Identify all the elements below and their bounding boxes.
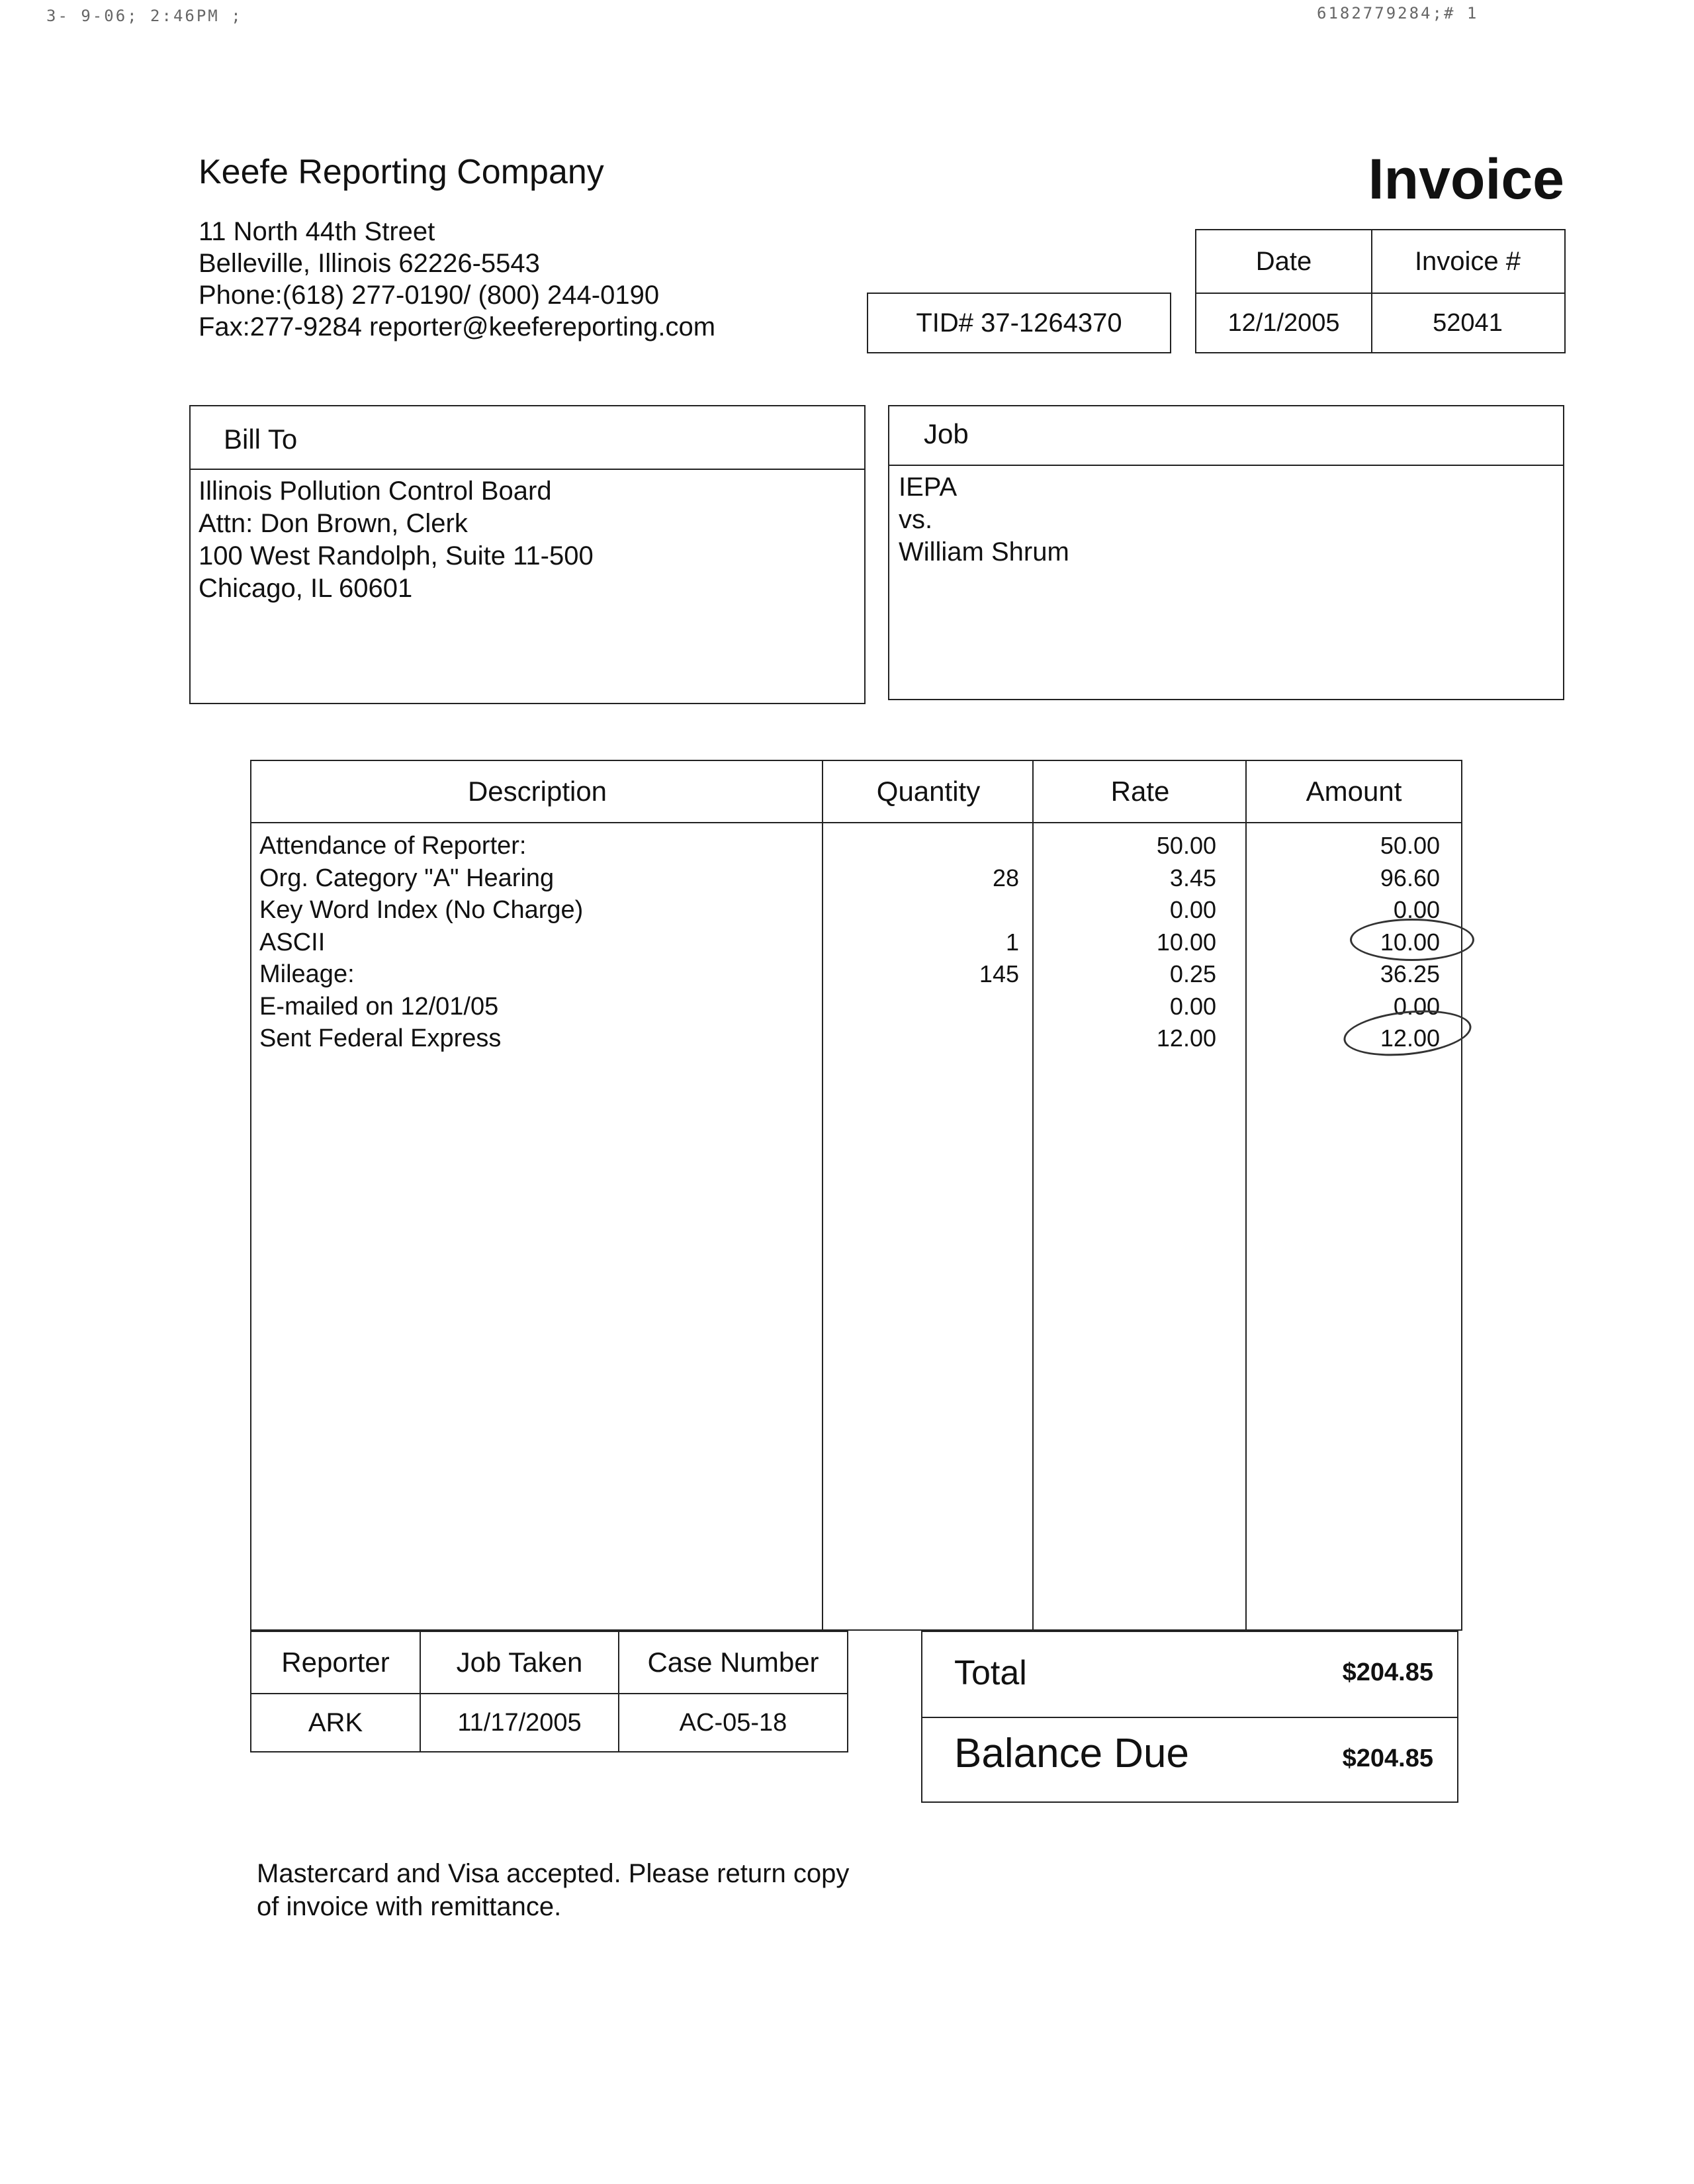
invoice-number: 52041 (1433, 308, 1503, 337)
bill-to-line: Attn: Don Brown, Clerk (199, 509, 468, 538)
item-quantity: 28 (992, 864, 1019, 891)
company-address-line2: Belleville, Illinois 62226-5543 (199, 249, 540, 278)
item-quantity (823, 991, 1019, 1023)
company-name: Keefe Reporting Company (199, 153, 604, 191)
handwritten-circle-mark (1350, 919, 1474, 961)
total-amount: $204.85 (1342, 1659, 1433, 1686)
item-amount: 50.00 (1380, 832, 1440, 859)
company-fax-email: Fax:277-9284 reporter@keefereporting.com (199, 312, 716, 341)
quantity-column (823, 830, 1019, 1055)
description-header: Description (251, 761, 823, 823)
item-description: Org. Category "A" Hearing (259, 864, 555, 892)
reporter-value: ARK (251, 1694, 421, 1751)
item-amount: 12.00 (1380, 1024, 1440, 1052)
bill-to-box (189, 405, 866, 704)
tid-box (867, 293, 1171, 353)
bill-to-line: Illinois Pollution Control Board (199, 477, 552, 506)
fax-header-right: 6182779284;# 1 (1317, 4, 1479, 23)
bill-to-address (199, 475, 594, 605)
item-description: Attendance of Reporter: (259, 832, 527, 860)
company-address-line1: 11 North 44th Street (199, 217, 435, 246)
item-rate: 3.45 (1169, 864, 1216, 891)
rate-header: Rate (1034, 761, 1247, 823)
amount-header: Amount (1247, 761, 1461, 823)
job-taken-label: Job Taken (421, 1632, 619, 1694)
remittance-note: Mastercard and Visa accepted. Please return copy of invoice with remittance. (257, 1859, 850, 1921)
invoice-number-label: Invoice # (1371, 230, 1564, 294)
total-label: Total (954, 1654, 1027, 1692)
case-number-label: Case Number (619, 1632, 847, 1694)
job-line: IEPA (899, 473, 958, 502)
company-phone: Phone:(618) 277-0190/ (800) 244-0190 (199, 281, 660, 310)
totals-box (921, 1631, 1458, 1803)
item-amount: 0.00 (1393, 896, 1440, 923)
item-description: Mileage: (259, 960, 355, 988)
job-line: William Shrum (899, 537, 1069, 567)
item-quantity (823, 830, 1019, 862)
invoice-date: 12/1/2005 (1196, 294, 1372, 352)
quantity-header: Quantity (823, 761, 1034, 823)
item-rate: 0.00 (1169, 992, 1216, 1020)
item-quantity: 145 (979, 960, 1019, 987)
balance-due-label: Balance Due (954, 1731, 1190, 1776)
item-description: ASCII (259, 928, 326, 956)
item-description: Sent Federal Express (259, 1024, 502, 1052)
item-rate: 50.00 (1156, 832, 1216, 859)
reporter-label: Reporter (251, 1632, 421, 1694)
description-column (259, 830, 583, 1055)
item-description: Key Word Index (No Charge) (259, 896, 584, 924)
item-quantity (823, 1023, 1019, 1055)
item-amount: 96.60 (1380, 864, 1440, 891)
item-quantity: 1 (1005, 928, 1019, 956)
case-number-value: AC-05-18 (679, 1708, 787, 1737)
bill-to-label: Bill To (224, 424, 298, 455)
job-line: vs. (899, 505, 933, 534)
bill-to-line: 100 West Randolph, Suite 11-500 (199, 541, 594, 570)
item-rate: 0.25 (1169, 960, 1216, 987)
job-taken-value: 11/17/2005 (421, 1694, 619, 1751)
job-box (888, 405, 1564, 700)
fax-header-left: 3- 9-06; 2:46PM ; (46, 7, 243, 25)
date-invoice-box (1195, 229, 1566, 353)
line-items-table (250, 760, 1462, 1631)
tid-number: TID# 37-1264370 (916, 308, 1122, 338)
item-amount: 36.25 (1380, 960, 1440, 987)
item-rate: 0.00 (1169, 896, 1216, 923)
item-amount: 0.00 (1393, 992, 1440, 1020)
bill-to-line: Chicago, IL 60601 (199, 574, 413, 603)
invoice-title: Invoice (1368, 148, 1564, 211)
rate-column (1034, 830, 1216, 1055)
item-rate: 10.00 (1156, 928, 1216, 956)
case-info-table (250, 1631, 848, 1752)
date-label: Date (1196, 230, 1372, 294)
item-quantity (823, 894, 1019, 927)
job-label: Job (924, 418, 969, 449)
job-details (899, 471, 1069, 569)
item-rate: 12.00 (1156, 1024, 1216, 1052)
item-description: E-mailed on 12/01/05 (259, 992, 499, 1021)
item-amount: 10.00 (1380, 928, 1440, 956)
balance-due-amount: $204.85 (1342, 1745, 1433, 1772)
